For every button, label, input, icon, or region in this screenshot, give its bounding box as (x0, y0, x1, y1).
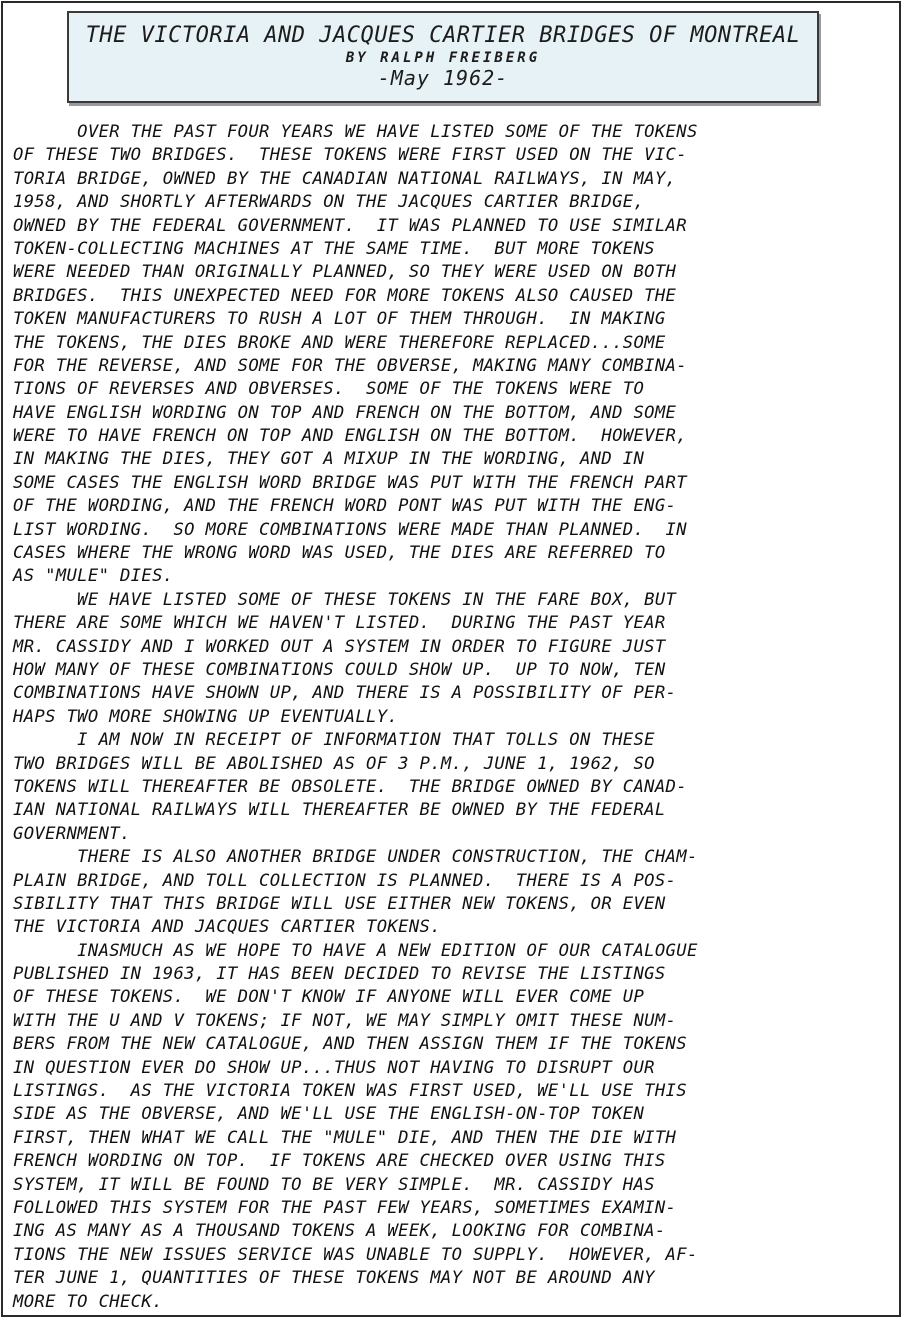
text-line: FOLLOWED THIS SYSTEM FOR THE PAST FEW YEARS, SOMETIMES EXAMIN- (13, 1197, 677, 1218)
article-date: -May 1962- (377, 66, 509, 90)
text-line: IN QUESTION EVER DO SHOW UP...THUS NOT HAVING TO DISRUPT OUR (13, 1057, 655, 1078)
article-byline: BY RALPH FREIBERG (345, 50, 541, 66)
text-line: SYSTEM, IT WILL BE FOUND TO BE VERY SIMPLE. MR. CASSIDY HAS (13, 1174, 655, 1195)
text-line: WERE TO HAVE FRENCH ON TOP AND ENGLISH ON THE BOTTOM. HOWEVER, (13, 426, 687, 447)
text-line: SIDE AS THE OBVERSE, AND WE'LL USE THE ENGLISH-ON-TOP TOKEN (13, 1104, 645, 1125)
article-title: THE VICTORIA AND JACQUES CARTIER BRIDGES OF MONTREAL (85, 23, 801, 48)
text-line: THE VICTORIA AND JACQUES CARTIER TOKENS. (13, 917, 441, 938)
text-line: ING AS MANY AS A THOUSAND TOKENS A WEEK, LOOKING FOR COMBINA- (13, 1221, 666, 1242)
text-line: THERE ARE SOME WHICH WE HAVEN'T LISTED. DURING THE PAST YEAR (13, 613, 666, 634)
text-line: OF THESE TOKENS. WE DON'T KNOW IF ANYONE WILL EVER COME UP (13, 987, 645, 1008)
text-line: I AM NOW IN RECEIPT OF INFORMATION THAT TOLLS ON THESE (13, 730, 655, 751)
text-line: FOR THE REVERSE, AND SOME FOR THE OBVERSE, MAKING MANY COMBINA- (13, 355, 687, 376)
text-line: MORE TO CHECK. (13, 1291, 163, 1312)
text-line: TIONS OF REVERSES AND OBVERSES. SOME OF THE TOKENS WERE TO (13, 379, 645, 400)
text-line: IAN NATIONAL RAILWAYS WILL THEREAFTER BE OWNED BY THE FEDERAL (13, 800, 666, 821)
text-line: TORIA BRIDGE, OWNED BY THE CANADIAN NATIONAL RAILWAYS, IN MAY, (13, 168, 677, 189)
text-line: THE TOKENS, THE DIES BROKE AND WERE THEREFORE REPLACED...SOME (13, 332, 666, 353)
text-line: HAVE ENGLISH WORDING ON TOP AND FRENCH ON THE BOTTOM, AND SOME (13, 402, 677, 423)
text-line: BERS FROM THE NEW CATALOGUE, AND THEN ASSIGN THEM IF THE TOKENS (13, 1034, 687, 1055)
document-page (1, 1, 901, 1317)
text-line: CASES WHERE THE WRONG WORD WAS USED, THE DIES ARE REFERRED TO (13, 543, 666, 564)
text-line: IN MAKING THE DIES, THEY GOT A MIXUP IN THE WORDING, AND IN (13, 449, 645, 470)
text-line: OWNED BY THE FEDERAL GOVERNMENT. IT WAS PLANNED TO USE SIMILAR (13, 215, 687, 236)
text-line: TOKEN-COLLECTING MACHINES AT THE SAME TIME. BUT MORE TOKENS (13, 238, 655, 259)
text-line: WE HAVE LISTED SOME OF THESE TOKENS IN THE FARE BOX, BUT (13, 589, 677, 610)
text-line: INASMUCH AS WE HOPE TO HAVE A NEW EDITION OF OUR CATALOGUE (13, 940, 698, 961)
text-line: LISTINGS. AS THE VICTORIA TOKEN WAS FIRST USED, WE'LL USE THIS (13, 1081, 687, 1102)
text-line: TOKENS WILL THEREAFTER BE OBSOLETE. THE BRIDGE OWNED BY CANAD- (13, 776, 687, 797)
title-box (67, 11, 819, 103)
text-line: THERE IS ALSO ANOTHER BRIDGE UNDER CONSTRUCTION, THE CHAM- (13, 847, 698, 868)
text-line: HAPS TWO MORE SHOWING UP EVENTUALLY. (13, 706, 399, 727)
text-line: PUBLISHED IN 1963, IT HAS BEEN DECIDED TO REVISE THE LISTINGS (13, 964, 666, 985)
text-line: WERE NEEDED THAN ORIGINALLY PLANNED, SO THEY WERE USED ON BOTH (13, 262, 677, 283)
text-line: LIST WORDING. SO MORE COMBINATIONS WERE MADE THAN PLANNED. IN (13, 519, 687, 540)
text-line: OVER THE PAST FOUR YEARS WE HAVE LISTED SOME OF THE TOKENS (13, 122, 698, 142)
text-line: TER JUNE 1, QUANTITIES OF THESE TOKENS MAY NOT BE AROUND ANY (13, 1268, 655, 1289)
text-line: FIRST, THEN WHAT WE CALL THE "MULE" DIE, AND THEN THE DIE WITH (13, 1127, 677, 1148)
text-line: HOW MANY OF THESE COMBINATIONS COULD SHOW UP. UP TO NOW, TEN (13, 659, 666, 680)
text-line: AS "MULE" DIES. (13, 566, 174, 587)
text-line: SIBILITY THAT THIS BRIDGE WILL USE EITHER NEW TOKENS, OR EVEN (13, 893, 666, 914)
text-line: FRENCH WORDING ON TOP. IF TOKENS ARE CHECKED OVER USING THIS (13, 1151, 666, 1172)
text-line: COMBINATIONS HAVE SHOWN UP, AND THERE IS A POSSIBILITY OF PER- (13, 683, 677, 704)
text-line: BRIDGES. THIS UNEXPECTED NEED FOR MORE TOKENS ALSO CAUSED THE (13, 285, 677, 306)
article-body (13, 121, 893, 1314)
text-line: WITH THE U AND V TOKENS; IF NOT, WE MAY SIMPLY OMIT THESE NUM- (13, 1010, 677, 1031)
text-line: SOME CASES THE ENGLISH WORD BRIDGE WAS PUT WITH THE FRENCH PART (13, 472, 687, 493)
text-line: PLAIN BRIDGE, AND TOLL COLLECTION IS PLANNED. THERE IS A POS- (13, 870, 677, 891)
text-line: TIONS THE NEW ISSUES SERVICE WAS UNABLE TO SUPPLY. HOWEVER, AF- (13, 1244, 698, 1265)
text-line: MR. CASSIDY AND I WORKED OUT A SYSTEM IN ORDER TO FIGURE JUST (13, 636, 666, 657)
text-line: OF THESE TWO BRIDGES. THESE TOKENS WERE FIRST USED ON THE VIC- (13, 145, 687, 166)
text-line: TOKEN MANUFACTURERS TO RUSH A LOT OF THEM THROUGH. IN MAKING (13, 309, 666, 330)
text-line: OF THE WORDING, AND THE FRENCH WORD PONT WAS PUT WITH THE ENG- (13, 496, 677, 517)
text-line: TWO BRIDGES WILL BE ABOLISHED AS OF 3 P.M., JUNE 1, 1962, SO (13, 753, 655, 774)
text-line: 1958, AND SHORTLY AFTERWARDS ON THE JACQUES CARTIER BRIDGE, (13, 192, 645, 213)
text-line: GOVERNMENT. (13, 823, 131, 844)
